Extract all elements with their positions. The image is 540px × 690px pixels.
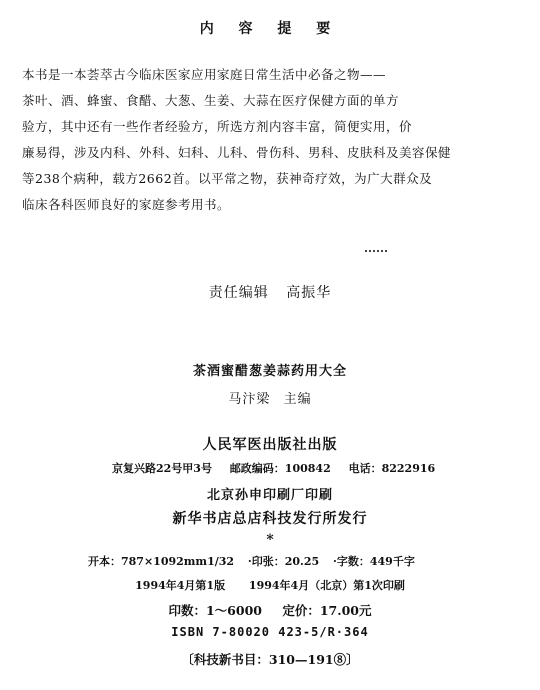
summary-line: 等238个病种，载方2662首。以平常之物，获神奇疗效，为广大群众及 — [22, 171, 433, 186]
star-divider: * — [266, 532, 274, 548]
chief-editor — [0, 388, 540, 407]
editor-name: 高振华 — [286, 285, 332, 301]
printing: 1994年4月（北京）第1次印刷 — [248, 579, 405, 592]
editor-label: 责任编辑 — [208, 285, 269, 301]
word-count: ·字数：449千字 — [333, 555, 415, 568]
summary-line: 茶叶、酒、蜂蜜、食醋、大葱、生姜、大蒜在医疗保健方面的单方 — [22, 93, 400, 108]
catalog-number: 〔科技新书目：310—191⑧〕 — [181, 652, 359, 667]
postal-code: 邮政编码：100842 — [229, 462, 331, 475]
edition: 1994年4月第1版 — [135, 579, 226, 592]
print-run-price — [0, 601, 540, 619]
publisher: 人民军医出版社出版 — [202, 437, 338, 453]
summary-line: 验方，其中还有一些作者经验方，所选方剂内容丰富，简便实用，价 — [22, 119, 413, 134]
summary-heading: 内 容 提 要 — [199, 21, 341, 37]
print-run: 印数：1～6000 — [168, 603, 262, 618]
dotted-separator — [365, 250, 387, 254]
price: 定价：17.00元 — [282, 603, 372, 618]
summary-line: 廉易得，涉及内科、外科、妇科、儿科、骨伤科、男科、皮肤科及美容保健 — [22, 145, 452, 160]
edition-info — [0, 577, 540, 593]
phone-number: 电话：8222916 — [348, 462, 436, 475]
publisher-address: 京复兴路22号甲3号 — [112, 462, 212, 475]
printer: 北京孙申印刷厂印刷 — [206, 488, 333, 503]
isbn: ISBN 7-80020 423-5/R·364 — [171, 625, 369, 639]
book-specs — [88, 553, 425, 569]
summary-line: 本书是一本荟萃古今临床医家应用家庭日常生活中必备之物—— — [22, 67, 387, 82]
distributor: 新华书店总店科技发行所发行 — [172, 511, 368, 527]
responsible-editor — [0, 282, 540, 302]
book-format: 开本：787×1092mm1/32 — [88, 555, 235, 568]
summary-block — [22, 62, 527, 218]
book-title: 茶酒蜜醋葱姜蒜药用大全 — [192, 364, 347, 379]
chief-editor-label: 主编 — [283, 392, 312, 407]
publisher-contact — [112, 460, 449, 476]
summary-line: 临床各科医师良好的家庭参考用书。 — [22, 197, 231, 212]
printed-sheets: ·印张：20.25 — [247, 555, 320, 568]
chief-editor-name: 马汴梁 — [228, 392, 271, 407]
